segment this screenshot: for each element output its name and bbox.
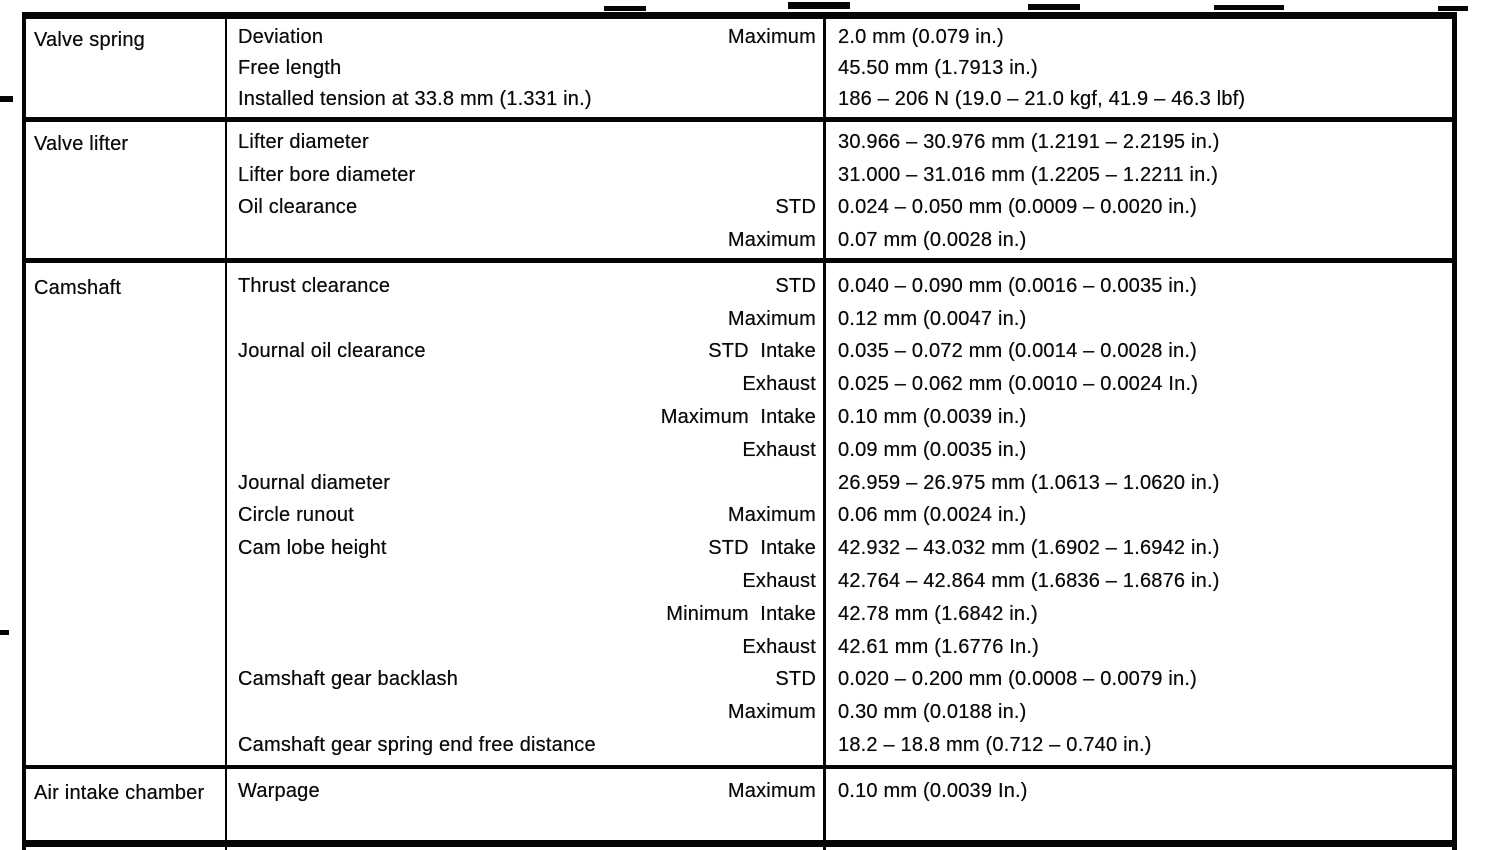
- spec-value: 0.09 mm (0.0035 in.): [838, 438, 1027, 461]
- component-label: [34, 775, 220, 810]
- spec-value: 0.020 – 0.200 mm (0.0008 – 0.0079 in.): [838, 668, 1197, 691]
- spec-item-label: Journal diameter: [238, 471, 391, 494]
- spec-item-cell: [225, 84, 823, 115]
- spec-item-cell: [225, 434, 823, 467]
- spec-qualifier-label: Maximum: [727, 307, 816, 330]
- component-label: [34, 126, 220, 161]
- spec-item-label: Journal oil clearance: [238, 340, 426, 363]
- table-row: [225, 664, 1455, 697]
- spec-value: 42.78 mm (1.6842 in.): [838, 602, 1038, 625]
- spec-item-cell: [225, 598, 823, 631]
- spec-qualifier-label: Maximum: [727, 701, 816, 724]
- spec-item-cell: [225, 159, 823, 192]
- scan-artifact: [0, 630, 9, 635]
- component-label-text: Camshaft: [34, 277, 122, 299]
- spec-qualifier-label: Maximum: [727, 779, 816, 802]
- table-border-top: [22, 12, 1457, 19]
- table-row: [225, 22, 1455, 53]
- table-row: [225, 53, 1455, 84]
- spec-item-label: Cam lobe height: [238, 537, 387, 560]
- spec-item-cell: [225, 775, 823, 808]
- spec-value: 0.040 – 0.090 mm (0.0016 – 0.0035 in.): [838, 274, 1197, 297]
- spec-item-label: Lifter bore diameter: [238, 163, 416, 186]
- spec-item-label: Lifter diameter: [238, 130, 369, 153]
- section-divider: [22, 258, 1457, 263]
- table-row: [225, 500, 1455, 533]
- spec-value: 2.0 mm (0.079 in.): [838, 26, 1004, 49]
- spec-item-cell: [225, 270, 823, 303]
- section-rows: [225, 775, 1455, 808]
- spec-item-cell: [225, 500, 823, 533]
- spec-item-cell: [225, 401, 823, 434]
- spec-item-cell: [225, 565, 823, 598]
- table-row: [225, 598, 1455, 631]
- spec-item-cell: [225, 224, 823, 257]
- spec-qualifier-label: STD: [775, 274, 816, 297]
- scan-artifact: [788, 2, 850, 9]
- table-row: [225, 532, 1455, 565]
- table-row: [225, 729, 1455, 762]
- section-rows: [225, 270, 1455, 762]
- spec-item-cell: [225, 303, 823, 336]
- spec-qualifier-label: Maximum Intake: [660, 406, 816, 429]
- component-label-text: Valve lifter: [34, 133, 129, 155]
- spec-item-cell: [225, 53, 823, 84]
- table-row: [225, 696, 1455, 729]
- table-row: [225, 631, 1455, 664]
- spec-value: 26.959 – 26.975 mm (1.0613 – 1.0620 in.): [838, 471, 1220, 494]
- spec-qualifier-label: Exhaust: [742, 635, 816, 658]
- spec-item-label: Warpage: [238, 779, 320, 802]
- table-border-left: [22, 12, 26, 850]
- spec-qualifier-label: Maximum: [727, 504, 816, 527]
- scan-artifact: [0, 96, 13, 102]
- spec-item-label: Free length: [238, 57, 342, 80]
- table-row: [225, 368, 1455, 401]
- scan-artifact: [604, 6, 646, 11]
- spec-value: 0.10 mm (0.0039 In.): [838, 779, 1028, 802]
- component-label-text: Air intake chamber: [34, 782, 205, 804]
- section-divider: [22, 117, 1457, 122]
- spec-value: 42.764 – 42.864 mm (1.6836 – 1.6876 in.): [838, 570, 1220, 593]
- spec-item-label: Deviation: [238, 26, 324, 49]
- spec-item-cell: [225, 126, 823, 159]
- spec-item-cell: [225, 696, 823, 729]
- spec-qualifier-label: Exhaust: [742, 570, 816, 593]
- spec-item-cell: [225, 192, 823, 225]
- spec-item-cell: [225, 22, 823, 53]
- table-row: [225, 224, 1455, 257]
- spec-qualifier-label: STD: [775, 196, 816, 219]
- spec-qualifier-label: Maximum: [727, 229, 816, 252]
- section-rows: [225, 22, 1455, 116]
- spec-qualifier-label: STD: [775, 668, 816, 691]
- spec-qualifier-label: Minimum Intake: [666, 602, 816, 625]
- spec-item-label: Thrust clearance: [238, 274, 391, 297]
- table-row: [225, 775, 1455, 808]
- spec-item-cell: [225, 368, 823, 401]
- spec-value: 0.12 mm (0.0047 in.): [838, 307, 1027, 330]
- spec-qualifier-label: STD Intake: [708, 537, 816, 560]
- component-label: [34, 270, 220, 305]
- spec-value: 42.932 – 43.032 mm (1.6902 – 1.6942 in.): [838, 537, 1220, 560]
- spec-value: 18.2 – 18.8 mm (0.712 – 0.740 in.): [838, 734, 1152, 757]
- table-row: [225, 401, 1455, 434]
- table-row: [225, 303, 1455, 336]
- section-divider: [22, 765, 1457, 769]
- spec-item-cell: [225, 336, 823, 369]
- spec-item-label: Installed tension at 33.8 mm (1.331 in.): [238, 88, 592, 111]
- table-border-bottom: [22, 840, 1457, 847]
- scan-artifact: [1438, 6, 1468, 11]
- spec-item-cell: [225, 467, 823, 500]
- spec-item-cell: [225, 664, 823, 697]
- component-label-text: Valve spring: [34, 29, 145, 51]
- spec-item-label: Camshaft gear backlash: [238, 668, 459, 691]
- spec-value: 0.10 mm (0.0039 in.): [838, 406, 1027, 429]
- spec-value: 0.06 mm (0.0024 in.): [838, 504, 1027, 527]
- table-row: [225, 270, 1455, 303]
- spec-item-label: Oil clearance: [238, 196, 358, 219]
- spec-value: 186 – 206 N (19.0 – 21.0 kgf, 41.9 – 46.3 lbf): [838, 88, 1246, 111]
- scan-artifact: [1028, 4, 1080, 10]
- component-label: [34, 22, 220, 57]
- spec-value: 31.000 – 31.016 mm (1.2205 – 1.2211 in.): [838, 163, 1219, 186]
- table-row: [225, 192, 1455, 225]
- table-row: [225, 336, 1455, 369]
- spec-value: 0.07 mm (0.0028 in.): [838, 229, 1027, 252]
- table-row: [225, 126, 1455, 159]
- table-row: [225, 467, 1455, 500]
- scan-artifact: [1214, 5, 1284, 10]
- spec-value: 45.50 mm (1.7913 in.): [838, 57, 1038, 80]
- spec-value: 42.61 mm (1.6776 In.): [838, 635, 1039, 658]
- spec-value: 0.035 – 0.072 mm (0.0014 – 0.0028 in.): [838, 340, 1197, 363]
- spec-value: 0.024 – 0.050 mm (0.0009 – 0.0020 in.): [838, 196, 1197, 219]
- spec-item-cell: [225, 729, 823, 762]
- spec-item-label: Circle runout: [238, 504, 354, 527]
- spec-qualifier-label: Exhaust: [742, 438, 816, 461]
- section-rows: [225, 126, 1455, 257]
- spec-item-cell: [225, 532, 823, 565]
- spec-item-label: Camshaft gear spring end free distance: [238, 734, 596, 757]
- spec-value: 0.30 mm (0.0188 in.): [838, 701, 1027, 724]
- table-row: [225, 159, 1455, 192]
- table-row: [225, 84, 1455, 115]
- spec-item-cell: [225, 631, 823, 664]
- spec-value: 30.966 – 30.976 mm (1.2191 – 2.2195 in.): [838, 130, 1220, 153]
- spec-qualifier-label: STD Intake: [708, 340, 816, 363]
- table-row: [225, 565, 1455, 598]
- spec-value: 0.025 – 0.062 mm (0.0010 – 0.0024 In.): [838, 373, 1199, 396]
- table-row: [225, 434, 1455, 467]
- spec-qualifier-label: Exhaust: [742, 373, 816, 396]
- spec-qualifier-label: Maximum: [727, 26, 816, 49]
